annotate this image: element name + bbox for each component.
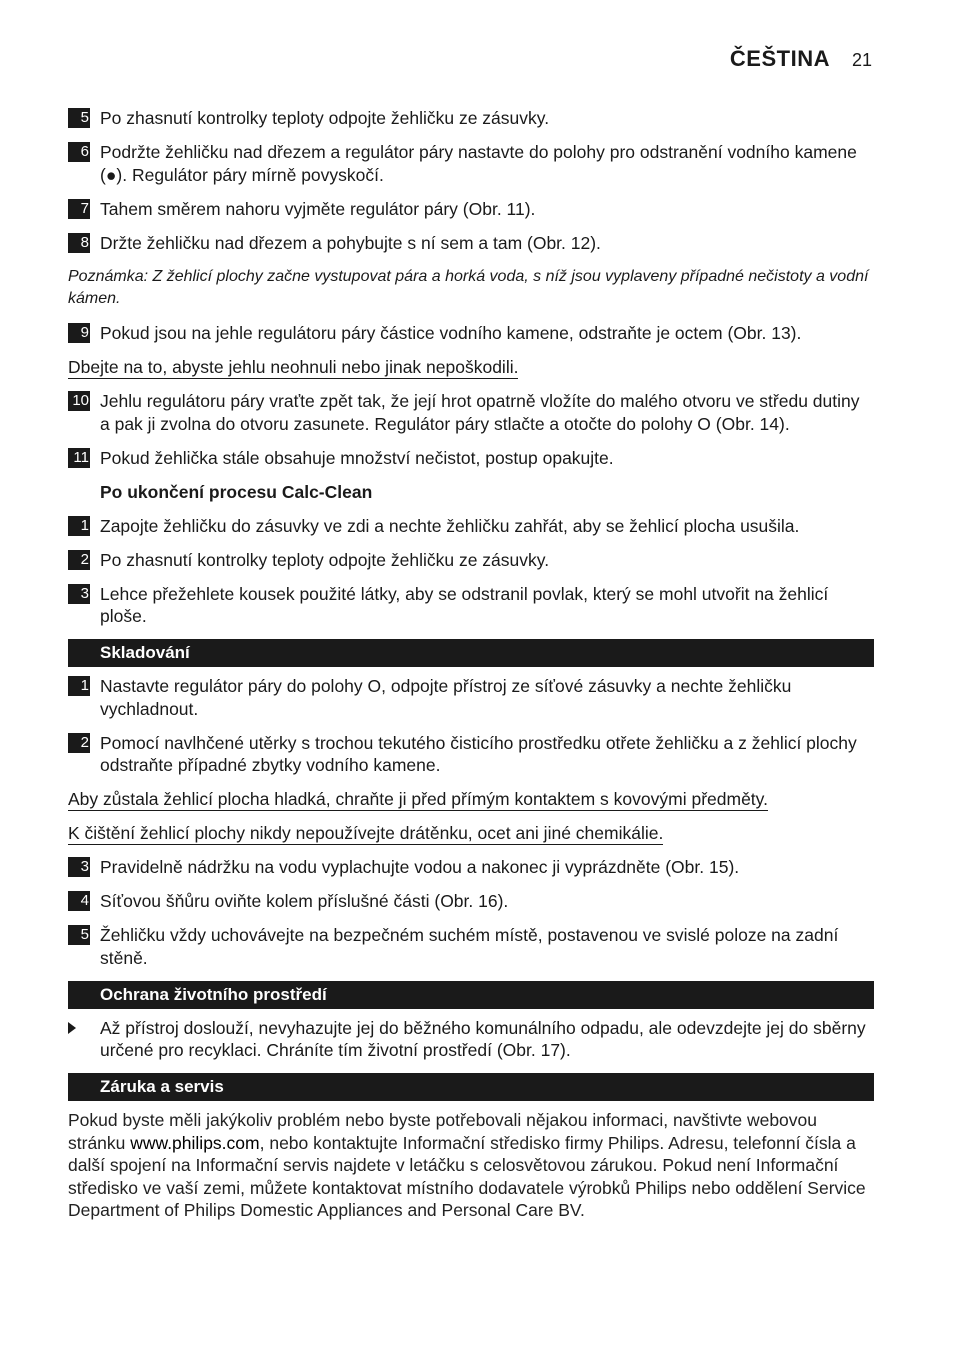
warning-text: K čištění žehlicí plochy nikdy nepoužívejte drátěnku, ocet ani jiné chemikálie. [68,823,664,843]
step-item [68,890,874,913]
step-number: 10 [68,391,90,411]
step-item [68,549,874,572]
step-item [68,232,874,255]
step-item [68,447,874,470]
step-text: Lehce přežehlete kousek použité látky, aby se odstranil povlak, který se mohl utvořit na žehlicí ploše. [100,583,829,626]
step-number: 7 [68,199,90,219]
step-item [68,583,874,628]
step-item [68,322,874,345]
step-item [68,515,874,538]
page-header [730,46,872,72]
warning-text: Aby zůstala žehlicí plocha hladká, chraňte ji před přímým kontaktem s kovovými předměty. [68,789,768,809]
step-text: Pravidelně nádržku na vodu vyplachujte vodou a nakonec ji vyprázdněte (Obr. 15). [100,857,740,877]
step-text: Pokud jsou na jehle regulátoru páry částice vodního kamene, odstraňte je octem (Obr. 13). [100,323,802,343]
bullet-arrow-icon [68,1022,76,1034]
step-number: 9 [68,323,90,343]
step-text: Jehlu regulátoru páry vraťte zpět tak, že její hrot opatrně vložíte do malého otvoru ve středu dutiny a pak ji zvolna do otvoru zasunete. Regulátor páry stlačte a otočte do polohy O (Obr. 14). [100,391,860,434]
warranty-text-before: Pokud byste měli jakýkoliv problém nebo byste potřebovali nějakou informaci, navštivte webovou stránku [68,1110,818,1153]
section-header-storage: Skladování [68,639,874,667]
step-number: 8 [68,233,90,253]
step-number: 5 [68,925,90,945]
step-number: 3 [68,584,90,604]
step-number: 11 [68,448,90,468]
step-text: Žehličku vždy uchovávejte na bezpečném suchém místě, postavenou ve svislé poloze na zadní stěně. [100,925,839,968]
step-text: Tahem směrem nahoru vyjměte regulátor páry (Obr. 11). [100,198,536,219]
step-item [68,675,874,720]
step-text: Podržte žehličku nad dřezem a regulátor páry nastavte do polohy pro odstranění vodního kamene (●). Regulátor páry mírně povyskočí. [100,142,857,185]
subheading: Po ukončení procesu Calc-Clean [100,481,373,502]
warning-line [68,822,874,845]
step-item [68,924,874,969]
warranty-paragraph [68,1109,874,1222]
step-text: Po zhasnutí kontrolky teploty odpojte žehličku ze zásuvky. [100,549,550,570]
step-item [68,856,874,879]
warranty-text-after: , nebo kontaktujte Informační středisko firmy Philips. Adresu, telefonní čísla a další spojení na Informační servis najdete v letáčku s celosvětovou zárukou. Pokud není Informační středisko ve vaší zemi, můžete kontaktovat místního dodavatele výrobků Philips nebo oddělení Service Department of Philips Domestic Appliances and Personal Care BV. [68,1132,866,1220]
section-header-environment: Ochrana životního prostředí [68,981,874,1009]
step-item [68,390,874,435]
warning-line [68,356,874,379]
manual-content [68,107,874,1222]
warning-line [68,788,874,811]
warning-text: Dbejte na to, abyste jehlu neohnuli nebo jinak nepoškodili. [68,357,519,377]
step-text: Pomocí navlhčené utěrky s trochou tekutého čisticího prostředku otřete žehličku a z žehlicí plochy odstraňte případné zbytky vodního kamene. [100,732,857,775]
step-number: 4 [68,891,90,911]
step-text: Zapojte žehličku do zásuvky ve zdi a nechte žehličku zahřát, aby se žehlicí plocha usušila. [100,515,800,536]
step-number: 2 [68,733,90,753]
step-number: 1 [68,516,90,536]
website-link[interactable]: www.philips.com [130,1132,260,1153]
step-item [68,198,874,221]
step-number: 5 [68,108,90,128]
step-text: Pokud žehlička stále obsahuje množství nečistot, postup opakujte. [100,447,614,468]
step-item [68,732,874,777]
language-title: ČEŠTINA [729,46,830,71]
bullet-text: Až přístroj doslouží, nevyhazujte jej do běžného komunálního odpadu, ale odevzdejte jej do sběrny určené pro recyklaci. Chráníte tím životní prostředí (Obr. 17). [100,1017,866,1060]
step-item [68,141,874,186]
step-number: 3 [68,857,90,877]
page-number: 21 [851,50,872,70]
step-text: Síťovou šňůru oviňte kolem příslušné části (Obr. 16). [100,891,509,911]
step-item [68,107,874,130]
step-text: Po zhasnutí kontrolky teploty odpojte žehličku ze zásuvky. [100,108,550,128]
step-text: Nastavte regulátor páry do polohy O, odpojte přístroj ze síťové zásuvky a nechte žehličku vychladnout. [100,676,792,719]
step-number: 2 [68,550,90,570]
step-number: 6 [68,142,90,162]
step-number: 1 [68,676,90,696]
note-text: Poznámka: Z žehlicí plochy začne vystupovat pára a horká voda, s níž jsou vyplaveny případné nečistoty a vodní kámen. [68,267,869,307]
bullet-item [68,1017,874,1062]
step-text: Držte žehličku nad dřezem a pohybujte s ní sem a tam (Obr. 12). [100,232,601,253]
section-header-warranty: Záruka a servis [68,1073,874,1101]
